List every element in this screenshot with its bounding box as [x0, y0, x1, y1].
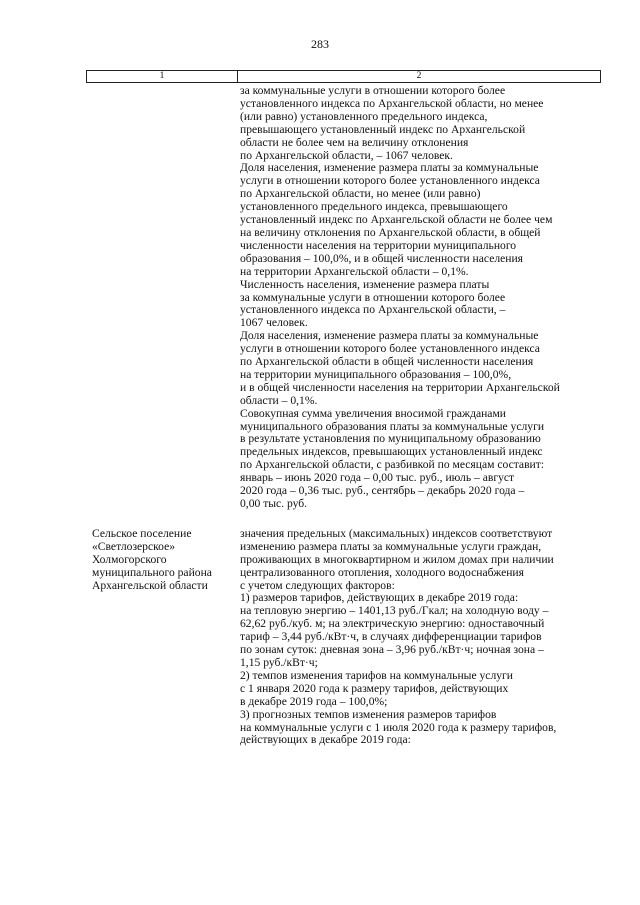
- text-line: области не более чем на величину отклонения: [240, 135, 469, 149]
- table-header-row: [86, 70, 601, 83]
- text-line: установленный индекс по Архангельской области не более чем: [240, 213, 553, 227]
- text-line: на величину отклонения по Архангельской области, в общей: [240, 225, 541, 239]
- text-line: 0,00 тыс. руб.: [240, 497, 308, 510]
- text-line: превышающего установленный индекс по Архангельской: [240, 122, 526, 136]
- text-line: на тепловую энергию – 1401,13 руб./Гкал; на холодную воду –: [240, 604, 549, 618]
- text-line: установленного предельного индекса, превышающего: [240, 200, 508, 214]
- table-row: [86, 83, 601, 511]
- text-line: установленного индекса по Архангельской области, –: [240, 303, 506, 317]
- text-line: на территории Архангельской области – 0,1%.: [240, 264, 469, 278]
- text-line: по зонам суток: дневная зона – 3,96 руб./кВт·ч; ночная зона –: [240, 643, 544, 657]
- text-line: проживающих в многоквартирном и жилом домах при наличии: [240, 552, 554, 566]
- text-line: 2020 года – 0,36 тыс. руб., сентябрь – декабрь 2020 года –: [240, 484, 525, 498]
- text-line: Численность населения, изменение размера платы: [240, 277, 490, 291]
- text-line: 1) размеров тарифов, действующих в декабре 2019 года:: [240, 591, 519, 605]
- text-line: с учетом следующих факторов:: [240, 578, 395, 592]
- text-line: январь – июнь 2020 года – 0,00 тыс. руб., июль – август: [240, 471, 515, 485]
- text-line: области – 0,1%.: [240, 393, 318, 407]
- column-1-header: 1: [87, 71, 238, 82]
- text-line: по Архангельской области, – 1067 человек.: [240, 148, 453, 162]
- text-line: (или равно) установленного предельного индекса,: [240, 109, 488, 123]
- text-line: Доля населения, изменение размера платы за коммунальные: [240, 329, 539, 343]
- text-line: на территории муниципального образования – 100,0%,: [240, 367, 512, 381]
- text-line: 1067 человек.: [240, 316, 308, 330]
- indices-table: [86, 70, 601, 747]
- text-line: услуги в отношении которого более установленного индекса: [240, 342, 540, 356]
- page-number: 283: [311, 37, 329, 51]
- text-line: установленного индекса по Архангельской области, но менее: [240, 96, 544, 110]
- text-line: численности населения на территории муниципального: [240, 238, 517, 252]
- description-cell: [236, 528, 601, 747]
- text-line: «Светлозерское»: [92, 539, 176, 553]
- text-line: действующих в декабре 2019 года:: [240, 733, 411, 747]
- text-line: 3) прогнозных темпов изменения размеров тарифов: [240, 707, 497, 721]
- text-line: Доля населения, изменение размера платы за коммунальные: [240, 161, 539, 175]
- text-line: в результате установления по муниципальному образованию: [240, 432, 541, 446]
- text-line: муниципального образования платы за коммунальные услуги: [240, 419, 545, 433]
- text-line: 62,62 руб./куб. м; на электрическую энергию: одноставочный: [240, 617, 545, 631]
- text-line: в декабре 2019 года – 100,0%;: [240, 694, 388, 708]
- text-line: Сельское поселение: [92, 526, 192, 540]
- municipality-cell: [86, 528, 236, 747]
- text-line: по Архангельской области, с разбивкой по месяцам составит:: [240, 458, 545, 472]
- text-line: тариф – 3,44 руб./кВт·ч, в случаях дифференциации тарифов: [240, 630, 542, 644]
- table-body: [86, 83, 601, 747]
- text-line: изменению размера платы за коммунальные услуги граждан,: [240, 539, 542, 553]
- description-cell: [236, 83, 601, 511]
- text-line: образования – 100,0%, и в общей численности населения: [240, 251, 524, 265]
- text-line: Холмогорского: [92, 552, 167, 566]
- text-line: услуги в отношении которого более установленного индекса: [240, 174, 540, 188]
- text-line: значения предельных (максимальных) индексов соответствуют: [240, 526, 553, 540]
- text-line: 1,15 руб./кВт·ч;: [240, 655, 318, 669]
- text-line: за коммунальные услуги в отношении которого более: [240, 84, 506, 97]
- column-2-header: 2: [416, 71, 422, 81]
- text-line: предельных индексов, превышающих установленный индекс: [240, 445, 543, 459]
- text-line: Совокупная сумма увеличения вносимой гражданами: [240, 406, 506, 420]
- text-line: по Архангельской области, но менее (или равно): [240, 187, 481, 201]
- text-line: с 1 января 2020 года к размеру тарифов, действующих: [240, 681, 509, 695]
- text-line: по Архангельской области в общей численности населения: [240, 355, 534, 369]
- text-line: Архангельской области: [92, 578, 208, 592]
- text-line: за коммунальные услуги в отношении которого более: [240, 290, 506, 304]
- text-line: централизованного отопления, холодного водоснабжения: [240, 565, 524, 579]
- text-line: 2) темпов изменения тарифов на коммунальные услуги: [240, 668, 513, 682]
- text-line: муниципального района: [92, 565, 212, 579]
- text-line: на коммунальные услуги с 1 июля 2020 года к размеру тарифов,: [240, 720, 557, 734]
- municipality-cell: [86, 83, 236, 511]
- text-line: и в общей численности населения на территории Архангельской: [240, 380, 560, 394]
- table-row: [86, 528, 601, 747]
